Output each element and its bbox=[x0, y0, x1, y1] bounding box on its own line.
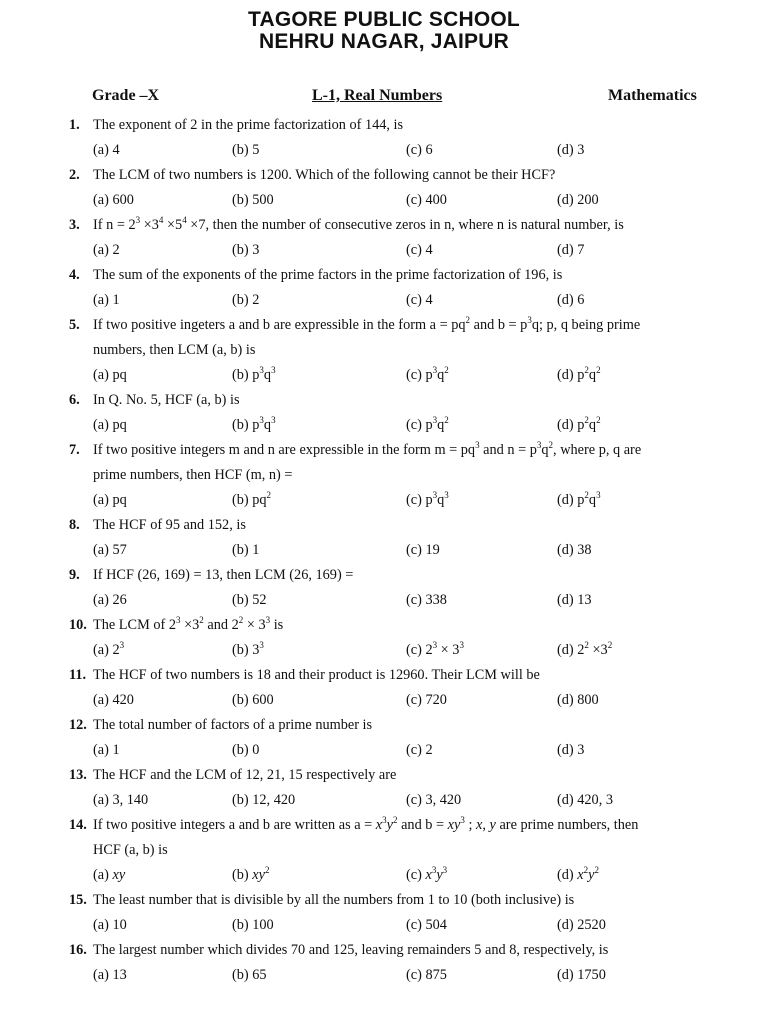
option-a: (a) 600 bbox=[93, 192, 134, 208]
question-line bbox=[0, 763, 768, 788]
option-d: (d) $p^2q^3$ bbox=[557, 490, 601, 508]
option-b: (b) 0 bbox=[232, 742, 260, 758]
school-address: NEHRU NAGAR, JAIPUR bbox=[259, 30, 509, 53]
question-number: 8. bbox=[69, 517, 80, 533]
school-name: TAGORE PUBLIC SCHOOL bbox=[248, 8, 520, 31]
option-a: (a) 4 bbox=[93, 142, 120, 158]
options-row bbox=[0, 588, 768, 613]
question-text: If two positive integers m and n are expressible in the form $m = pq^3$ and $n = p^3q^2$, where p, q are bbox=[93, 440, 642, 458]
question-line bbox=[0, 263, 768, 288]
question-item bbox=[0, 888, 768, 938]
question-text: The HCF and the LCM of 12, 21, 15 respectively are bbox=[93, 767, 397, 783]
question-number: 6. bbox=[69, 392, 80, 408]
question-number: 5. bbox=[69, 317, 80, 333]
option-d: (d) 7 bbox=[557, 242, 585, 258]
option-d: (d) 420, 3 bbox=[557, 792, 613, 808]
option-d: (d) 3 bbox=[557, 142, 585, 158]
option-d: (d) $x^2y^2$ bbox=[557, 865, 599, 883]
option-b: (b) 65 bbox=[232, 967, 267, 983]
option-b: (b) 500 bbox=[232, 192, 274, 208]
option-d: (d) 2520 bbox=[557, 917, 606, 933]
question-number: 4. bbox=[69, 267, 80, 283]
option-a: (a) pq bbox=[93, 367, 127, 383]
option-a: (a) 420 bbox=[93, 692, 134, 708]
option-a: (a) 26 bbox=[93, 592, 127, 608]
question-item bbox=[0, 513, 768, 563]
option-a: (a) pq bbox=[93, 417, 127, 433]
options-row bbox=[0, 288, 768, 313]
option-d: (d) $p^2q^2$ bbox=[557, 365, 601, 383]
question-item bbox=[0, 613, 768, 663]
question-line bbox=[0, 938, 768, 963]
question-text: The HCF of two numbers is 18 and their product is 12960. Their LCM will be bbox=[93, 667, 540, 683]
option-a: (a) $2^3$ bbox=[93, 640, 125, 658]
question-text: numbers, then LCM (a, b) is bbox=[93, 342, 256, 358]
options-row bbox=[0, 488, 768, 513]
option-d: (d) 800 bbox=[557, 692, 599, 708]
question-number: 12. bbox=[69, 717, 87, 733]
question-item bbox=[0, 263, 768, 313]
options-row bbox=[0, 538, 768, 563]
question-number: 10. bbox=[69, 617, 87, 633]
question-number: 14. bbox=[69, 817, 87, 833]
question-line bbox=[0, 888, 768, 913]
question-line bbox=[0, 338, 768, 363]
option-b: (b) 12, 420 bbox=[232, 792, 296, 808]
question-line bbox=[0, 313, 768, 338]
option-d: (d) 38 bbox=[557, 542, 592, 558]
question-text: The HCF of 95 and 152, is bbox=[93, 517, 246, 533]
option-d: (d) $2^2 \times 3^2$ bbox=[557, 640, 613, 658]
options-row bbox=[0, 863, 768, 888]
question-line bbox=[0, 463, 768, 488]
option-d: (d) 3 bbox=[557, 742, 585, 758]
options-row bbox=[0, 788, 768, 813]
question-item bbox=[0, 313, 768, 388]
option-c: (c) 720 bbox=[406, 692, 447, 708]
option-d: (d) 200 bbox=[557, 192, 599, 208]
question-text: The largest number which divides 70 and 125, leaving remainders 5 and 8, respectively, is bbox=[93, 942, 609, 958]
question-line bbox=[0, 213, 768, 238]
option-a: (a) pq bbox=[93, 492, 127, 508]
question-line bbox=[0, 513, 768, 538]
chapter-title: L-1, Real Numbers bbox=[312, 87, 443, 104]
question-text: HCF (a, b) is bbox=[93, 842, 168, 858]
options-row bbox=[0, 413, 768, 438]
option-d: (d) 1750 bbox=[557, 967, 606, 983]
option-b: (b) $p^3q^3$ bbox=[232, 365, 276, 383]
question-item bbox=[0, 113, 768, 163]
option-b: (b) $xy^2$ bbox=[232, 865, 270, 883]
question-list bbox=[0, 113, 768, 988]
option-c: (c) $p^3q^2$ bbox=[406, 415, 449, 433]
option-c: (c) $p^3q^3$ bbox=[406, 490, 449, 508]
question-item bbox=[0, 938, 768, 988]
option-b: (b) 1 bbox=[232, 542, 260, 558]
question-line bbox=[0, 713, 768, 738]
option-a: (a) 13 bbox=[93, 967, 127, 983]
question-number: 1. bbox=[69, 117, 80, 133]
option-c: (c) 19 bbox=[406, 542, 440, 558]
grade-label: Grade –X bbox=[92, 87, 160, 104]
question-text: If $n = 2^3 \times 3^4 \times 5^4 \times 7$, then the number of consecutive zeros in n, where n is natural number, is bbox=[93, 215, 624, 233]
option-b: (b) 3 bbox=[232, 242, 260, 258]
question-line bbox=[0, 563, 768, 588]
option-d: (d) $p^2q^2$ bbox=[557, 415, 601, 433]
question-item bbox=[0, 563, 768, 613]
options-row bbox=[0, 188, 768, 213]
options-row bbox=[0, 363, 768, 388]
question-item bbox=[0, 163, 768, 213]
option-c: (c) $p^3q^2$ bbox=[406, 365, 449, 383]
option-b: (b) 100 bbox=[232, 917, 274, 933]
option-c: (c) $2^3 \times 3^3$ bbox=[406, 640, 464, 658]
question-number: 9. bbox=[69, 567, 80, 583]
subject-label: Mathematics bbox=[608, 87, 697, 104]
question-number: 3. bbox=[69, 217, 80, 233]
option-c: (c) 875 bbox=[406, 967, 447, 983]
question-line bbox=[0, 438, 768, 463]
option-a: (a) 3, 140 bbox=[93, 792, 149, 808]
question-line bbox=[0, 388, 768, 413]
question-line bbox=[0, 613, 768, 638]
option-a: (a) 10 bbox=[93, 917, 127, 933]
option-c: (c) $x^3y^3$ bbox=[406, 865, 448, 883]
option-a: (a) 57 bbox=[93, 542, 127, 558]
question-item bbox=[0, 438, 768, 513]
question-item bbox=[0, 813, 768, 888]
question-item bbox=[0, 713, 768, 763]
question-number: 16. bbox=[69, 942, 87, 958]
option-b: (b) $p^3q^3$ bbox=[232, 415, 276, 433]
option-c: (c) 6 bbox=[406, 142, 433, 158]
question-text: If two positive ingeters a and b are expressible in the form $a = pq^2$ and $b = p^3q$; p, q being prime bbox=[93, 315, 641, 333]
question-number: 13. bbox=[69, 767, 87, 783]
options-row bbox=[0, 138, 768, 163]
option-c: (c) 4 bbox=[406, 242, 433, 258]
option-a: (a) xy bbox=[93, 867, 126, 883]
option-b: (b) 600 bbox=[232, 692, 274, 708]
question-number: 2. bbox=[69, 167, 80, 183]
question-line bbox=[0, 838, 768, 863]
options-row bbox=[0, 738, 768, 763]
question-line bbox=[0, 663, 768, 688]
question-text: The least number that is divisible by all the numbers from 1 to 10 (both inclusive) is bbox=[93, 892, 575, 908]
question-text: The sum of the exponents of the prime factors in the prime factorization of 196, is bbox=[93, 267, 563, 283]
question-item bbox=[0, 663, 768, 713]
question-line bbox=[0, 113, 768, 138]
question-item bbox=[0, 213, 768, 263]
option-c: (c) 338 bbox=[406, 592, 447, 608]
option-b: (b) $pq^2$ bbox=[232, 490, 272, 508]
option-b: (b) 52 bbox=[232, 592, 267, 608]
options-row bbox=[0, 963, 768, 988]
options-row bbox=[0, 238, 768, 263]
question-number: 11. bbox=[69, 667, 87, 683]
question-text: The total number of factors of a prime number is bbox=[93, 717, 373, 733]
option-b: (b) $3^3$ bbox=[232, 640, 264, 658]
question-item bbox=[0, 388, 768, 438]
option-b: (b) 5 bbox=[232, 142, 260, 158]
options-row bbox=[0, 688, 768, 713]
option-c: (c) 4 bbox=[406, 292, 433, 308]
option-c: (c) 3, 420 bbox=[406, 792, 462, 808]
options-row bbox=[0, 638, 768, 663]
option-a: (a) 1 bbox=[93, 742, 120, 758]
question-text: prime numbers, then HCF (m, n) = bbox=[93, 467, 293, 483]
question-text: If HCF (26, 169) = 13, then LCM (26, 169) = bbox=[93, 567, 354, 583]
question-text: The LCM of $2^3 \times 3^2$ and $2^2 \times 3^3$ is bbox=[93, 615, 284, 633]
option-c: (c) 400 bbox=[406, 192, 447, 208]
question-line bbox=[0, 163, 768, 188]
question-number: 15. bbox=[69, 892, 87, 908]
question-text: The exponent of 2 in the prime factorization of 144, is bbox=[93, 117, 404, 133]
option-c: (c) 504 bbox=[406, 917, 447, 933]
question-text: In Q. No. 5, HCF (a, b) is bbox=[93, 392, 240, 408]
question-text: The LCM of two numbers is 1200. Which of the following cannot be their HCF? bbox=[93, 167, 556, 183]
question-text: If two positive integers a and b are written as $a = x^3y^2$ and $b = xy^3$ ; x, y are prime numbers, then bbox=[93, 815, 639, 833]
options-row bbox=[0, 913, 768, 938]
question-number: 7. bbox=[69, 442, 80, 458]
option-d: (d) 13 bbox=[557, 592, 592, 608]
option-c: (c) 2 bbox=[406, 742, 433, 758]
question-item bbox=[0, 763, 768, 813]
option-b: (b) 2 bbox=[232, 292, 260, 308]
option-d: (d) 6 bbox=[557, 292, 585, 308]
option-a: (a) 1 bbox=[93, 292, 120, 308]
option-a: (a) 2 bbox=[93, 242, 120, 258]
question-line bbox=[0, 813, 768, 838]
